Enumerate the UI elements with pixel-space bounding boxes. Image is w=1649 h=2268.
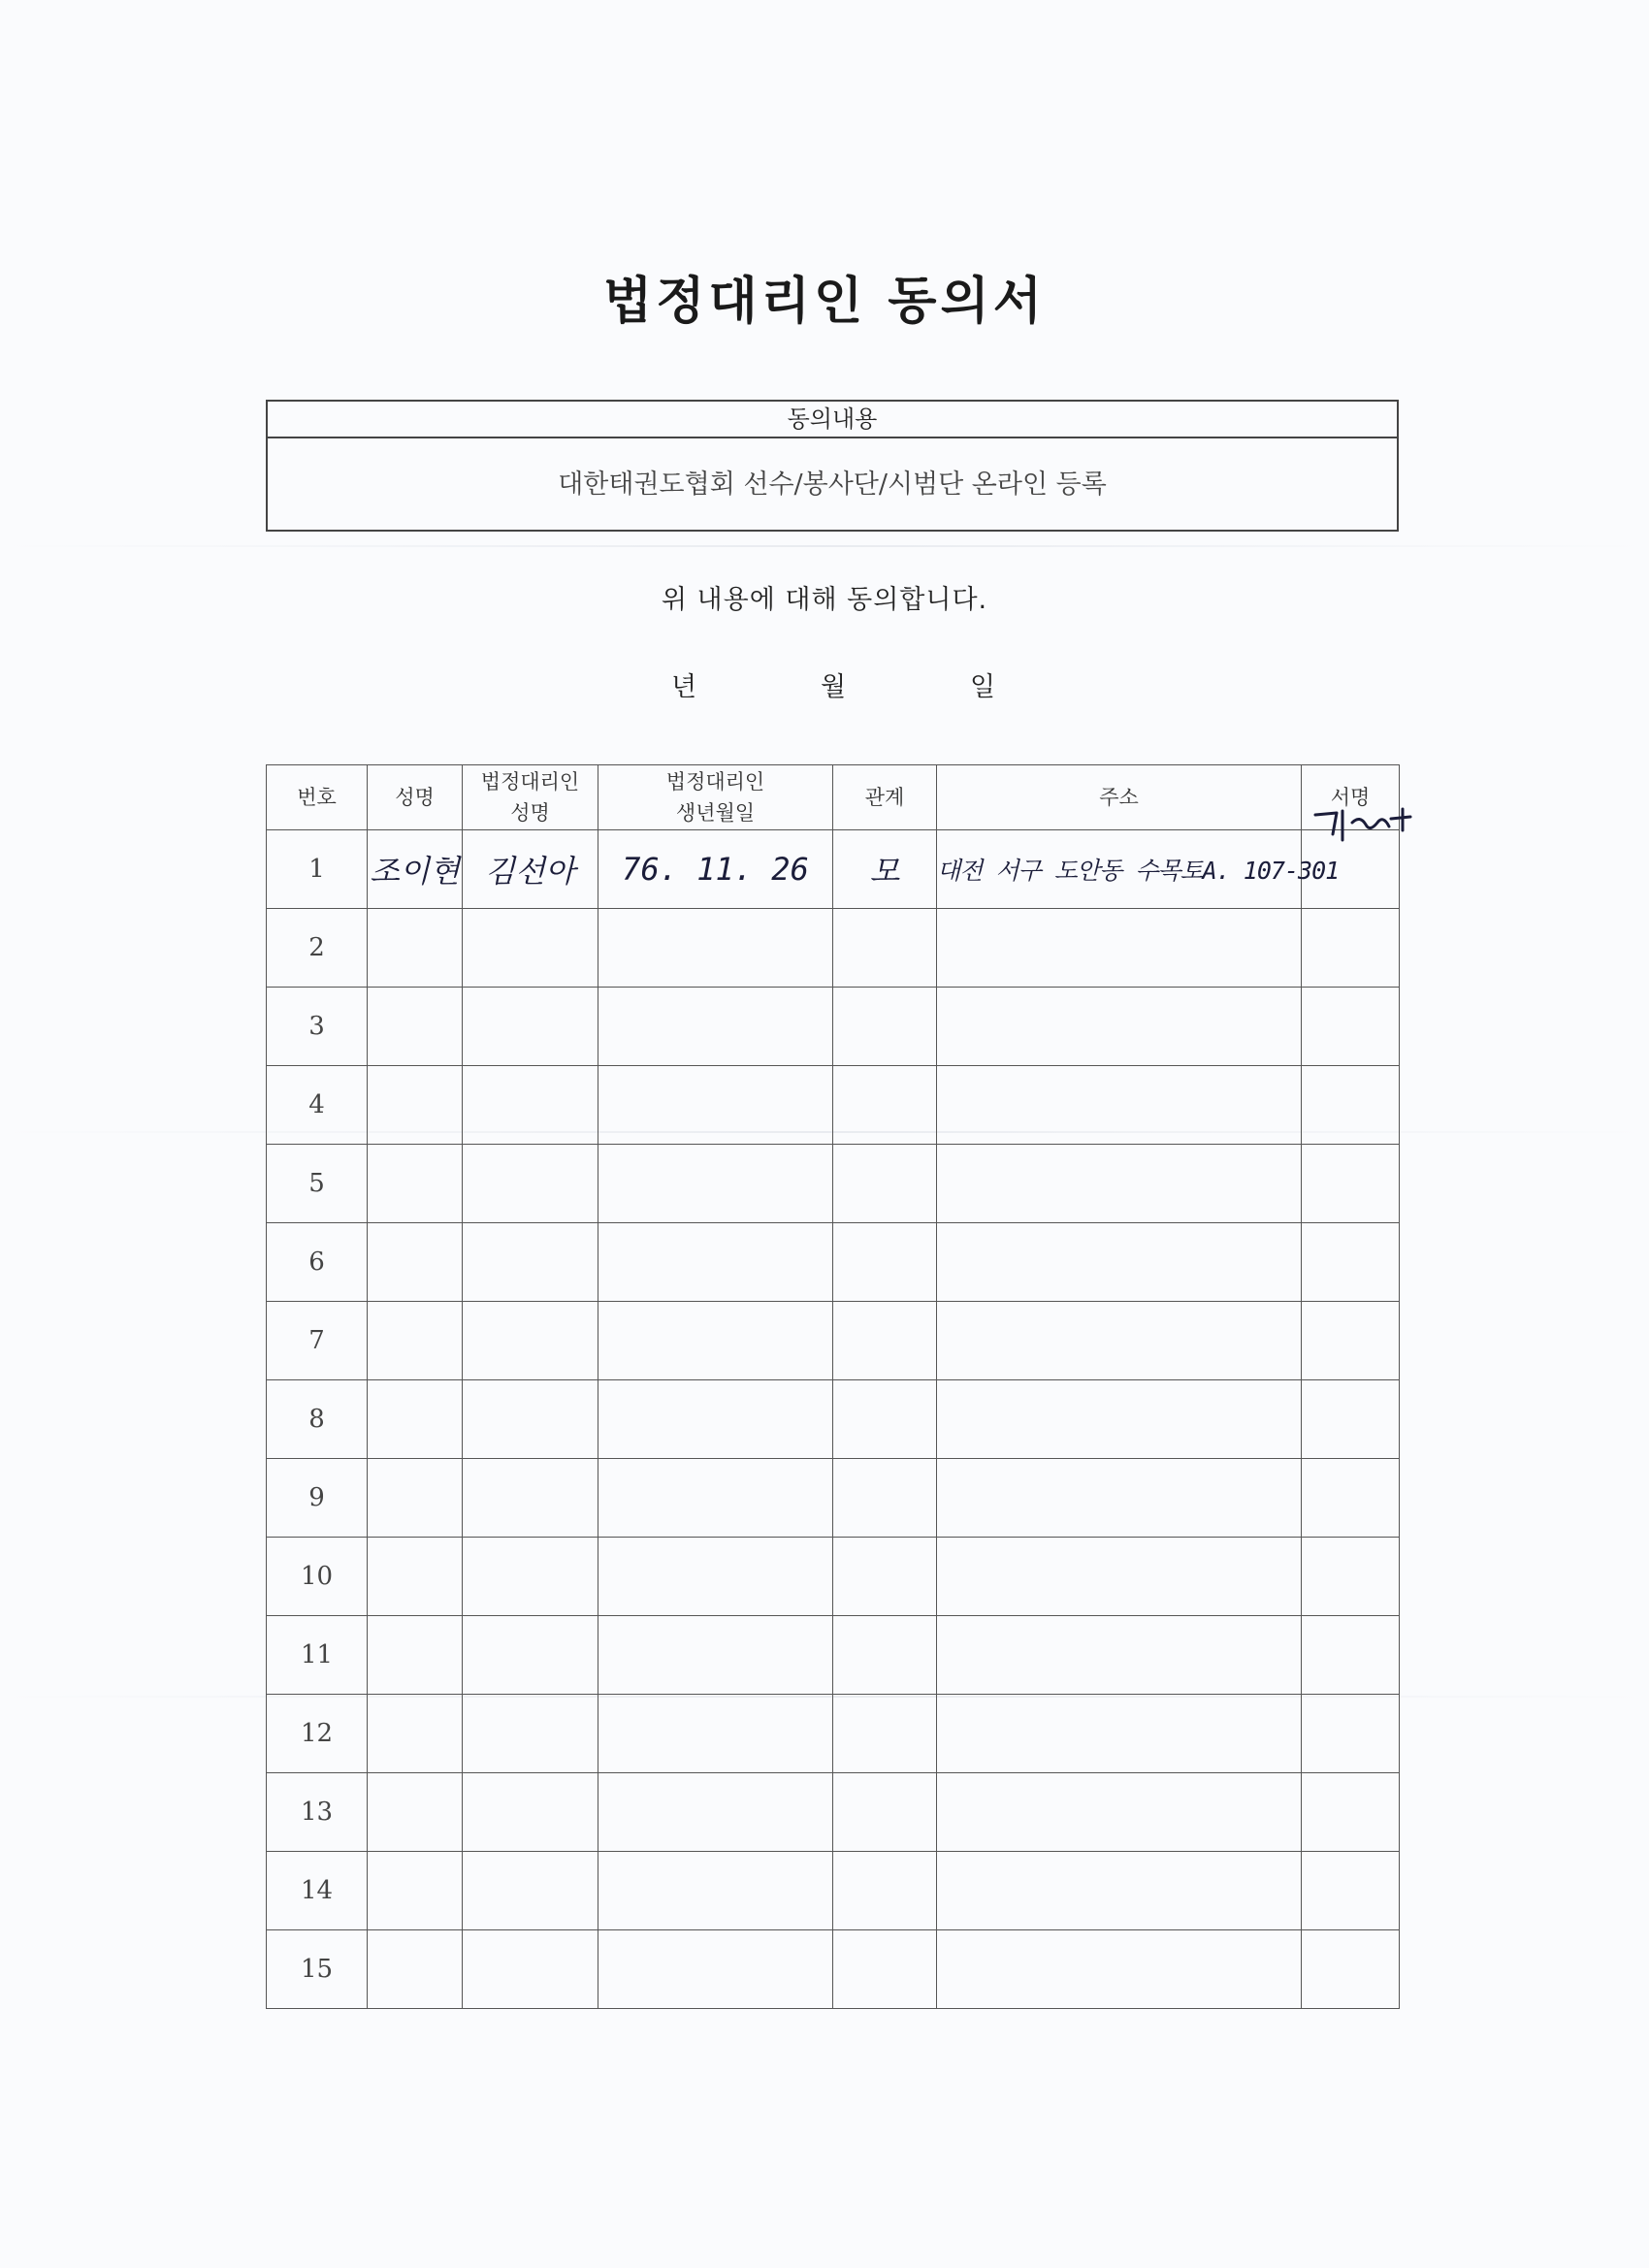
cell-name: [368, 909, 463, 988]
cell-number-text: 12: [300, 1719, 334, 1748]
cell-guardian-name-text: 김선아: [485, 853, 575, 890]
header-guardian-name-line1: 법정대리인: [480, 770, 580, 794]
cell-number-text: 1: [308, 855, 325, 884]
cell-relation: [833, 1616, 937, 1695]
cell-guardian-birth: [598, 1145, 833, 1223]
cell-number-text: 2: [308, 933, 325, 962]
table-row: [267, 1852, 1400, 1930]
cell-address: [937, 1302, 1302, 1380]
cell-address: [937, 909, 1302, 988]
header-signature: 서명: [1302, 765, 1400, 830]
cell-number-text: 7: [308, 1326, 325, 1355]
cell-relation: [833, 909, 937, 988]
cell-name-text: 조이현: [370, 853, 460, 890]
header-number: 번호: [267, 765, 368, 830]
guardian-table: [266, 764, 1400, 2009]
cell-guardian-birth: [598, 1695, 833, 1773]
cell-signature: [1302, 1459, 1400, 1538]
consent-header: 동의내용: [268, 402, 1397, 438]
cell-guardian-birth: [598, 1223, 833, 1302]
cell-relation: [833, 1538, 937, 1616]
cell-signature: [1302, 909, 1400, 988]
cell-number-text: 11: [300, 1640, 334, 1669]
table-row: [267, 1773, 1400, 1852]
cell-name: [368, 1852, 463, 1930]
cell-guardian-birth: [598, 1459, 833, 1538]
table-row: [267, 1616, 1400, 1695]
cell-number: [267, 1380, 368, 1459]
cell-guardian-name: [463, 1145, 598, 1223]
cell-guardian-name: [463, 1538, 598, 1616]
cell-address: [937, 830, 1340, 909]
cell-name: [368, 1066, 463, 1145]
date-year-label: 년: [671, 672, 697, 702]
cell-number: [267, 1773, 368, 1852]
cell-guardian-birth: [598, 1930, 833, 2009]
table-row: [267, 1223, 1400, 1302]
cell-address: [937, 1930, 1302, 2009]
cell-number-text: 9: [308, 1483, 325, 1512]
cell-signature: [1302, 1145, 1400, 1223]
cell-address: [937, 1223, 1302, 1302]
cell-guardian-name: [463, 1930, 598, 2009]
cell-number: [267, 988, 368, 1066]
cell-address: [937, 1538, 1302, 1616]
cell-relation: [833, 1145, 937, 1223]
cell-name: [368, 1930, 463, 2009]
agree-statement: 위 내용에 대해 동의합니다.: [661, 585, 988, 615]
table-row: [267, 909, 1400, 988]
cell-guardian-name: [463, 1852, 598, 1930]
cell-relation: [833, 1695, 937, 1773]
cell-guardian-name: [463, 988, 598, 1066]
cell-signature: [1302, 1223, 1400, 1302]
cell-address: [937, 1616, 1302, 1695]
cell-guardian-name: [463, 830, 598, 909]
header-address: 주소: [937, 765, 1302, 830]
consent-content: 대한태권도협회 선수/봉사단/시범단 온라인 등록: [558, 470, 1107, 500]
cell-name: [368, 830, 463, 909]
cell-signature: [1302, 1930, 1400, 2009]
cell-address: [937, 1145, 1302, 1223]
cell-address: [937, 1852, 1302, 1930]
cell-number-text: 15: [300, 1955, 334, 1984]
table-row: [267, 1695, 1400, 1773]
cell-relation: [833, 1380, 937, 1459]
cell-guardian-birth: [598, 1773, 833, 1852]
cell-name: [368, 1773, 463, 1852]
cell-relation: [833, 1852, 937, 1930]
date-day-label: 일: [970, 672, 996, 702]
table-header-row: [267, 765, 1400, 830]
cell-relation: [833, 1459, 937, 1538]
cell-guardian-name: [463, 1223, 598, 1302]
cell-signature: [1302, 1695, 1400, 1773]
cell-relation-text: 모: [869, 853, 900, 890]
cell-address: [937, 1695, 1302, 1773]
cell-guardian-name: [463, 1066, 598, 1145]
cell-guardian-birth: [598, 1616, 833, 1695]
cell-signature: [1302, 988, 1400, 1066]
table-row: [267, 1145, 1400, 1223]
cell-number-text: 10: [300, 1562, 334, 1591]
cell-address: [937, 1380, 1302, 1459]
header-guardian-name: [463, 765, 598, 830]
cell-number: [267, 1616, 368, 1695]
cell-number: [267, 1066, 368, 1145]
cell-guardian-birth: [598, 909, 833, 988]
table-row: [267, 1459, 1400, 1538]
header-guardian-name-line2: 성명: [510, 801, 550, 825]
cell-relation: [833, 1773, 937, 1852]
cell-signature: [1302, 1302, 1400, 1380]
cell-signature: [1302, 1538, 1400, 1616]
cell-guardian-birth: [598, 1538, 833, 1616]
cell-guardian-birth: [598, 1066, 833, 1145]
table-row: [267, 1538, 1400, 1616]
cell-signature: [1302, 1616, 1400, 1695]
cell-name: [368, 1302, 463, 1380]
cell-name: [368, 1695, 463, 1773]
cell-relation: [833, 988, 937, 1066]
cell-number: [267, 1538, 368, 1616]
cell-guardian-name: [463, 1773, 598, 1852]
cell-number: [267, 1145, 368, 1223]
table-row: [267, 988, 1400, 1066]
cell-name: [368, 1145, 463, 1223]
cell-signature: [1302, 1066, 1400, 1145]
table-row: [267, 1302, 1400, 1380]
cell-guardian-birth: [598, 1380, 833, 1459]
cell-number: [267, 909, 368, 988]
cell-name: [368, 1538, 463, 1616]
cell-signature: [1302, 1852, 1400, 1930]
consent-content-box: [266, 400, 1399, 532]
signature-stroke: [1315, 809, 1410, 840]
cell-guardian-name: [463, 1302, 598, 1380]
cell-guardian-name: [463, 1380, 598, 1459]
handwritten-signature: [1310, 801, 1416, 859]
cell-number-text: 14: [300, 1876, 334, 1905]
table-row: [267, 1930, 1400, 2009]
cell-relation: [833, 1066, 937, 1145]
cell-guardian-birth-text: 76. 11. 26: [622, 851, 809, 888]
document-title: 법정대리인 동의서: [603, 273, 1046, 331]
cell-address: [937, 1459, 1302, 1538]
cell-number: [267, 830, 368, 909]
header-guardian-birth-line2: 생년월일: [675, 801, 756, 825]
cell-guardian-name: [463, 1459, 598, 1538]
cell-name: [368, 1380, 463, 1459]
cell-number: [267, 1695, 368, 1773]
header-relation: 관계: [833, 765, 937, 830]
cell-number: [267, 1302, 368, 1380]
cell-number: [267, 1223, 368, 1302]
cell-number-text: 6: [308, 1247, 325, 1277]
cell-relation: [833, 1223, 937, 1302]
header-name: 성명: [368, 765, 463, 830]
table-row: [267, 1380, 1400, 1459]
cell-relation: [833, 1930, 937, 2009]
header-guardian-birth: [598, 765, 833, 830]
cell-address-text: 대전 서구 도안동 수목토A. 107-301: [937, 857, 1340, 885]
date-month-label: 월: [821, 672, 847, 702]
cell-name: [368, 1459, 463, 1538]
cell-guardian-name: [463, 1616, 598, 1695]
cell-number: [267, 1852, 368, 1930]
cell-address: [937, 1773, 1302, 1852]
cell-guardian-birth: [598, 830, 833, 909]
cell-relation: [833, 1302, 937, 1380]
cell-signature: [1302, 830, 1400, 909]
cell-name: [368, 1223, 463, 1302]
cell-signature: [1302, 1380, 1400, 1459]
cell-number-text: 3: [308, 1012, 325, 1041]
cell-signature: [1302, 1773, 1400, 1852]
cell-guardian-birth: [598, 988, 833, 1066]
cell-number: [267, 1930, 368, 2009]
table-row: [267, 1066, 1400, 1145]
cell-number-text: 8: [308, 1405, 325, 1434]
table-row: [267, 830, 1400, 909]
cell-number: [267, 1459, 368, 1538]
cell-guardian-birth: [598, 1302, 833, 1380]
cell-number-text: 4: [308, 1090, 325, 1119]
cell-address: [937, 988, 1302, 1066]
cell-address: [937, 1066, 1302, 1145]
cell-guardian-name: [463, 909, 598, 988]
cell-name: [368, 988, 463, 1066]
cell-number-text: 5: [308, 1169, 325, 1198]
paper-fold-line: [0, 545, 1649, 547]
header-guardian-birth-line1: 법정대리인: [665, 770, 765, 794]
cell-relation: [833, 830, 937, 909]
cell-guardian-name: [463, 1695, 598, 1773]
cell-number-text: 13: [300, 1798, 334, 1827]
cell-guardian-birth: [598, 1852, 833, 1930]
cell-name: [368, 1616, 463, 1695]
